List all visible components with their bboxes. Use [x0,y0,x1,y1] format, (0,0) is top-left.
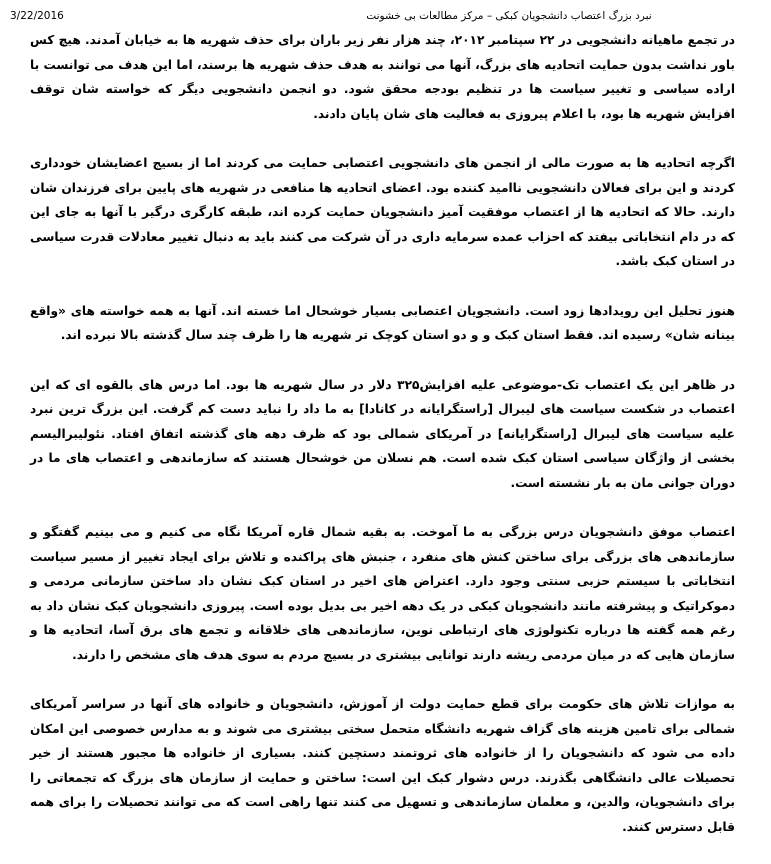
paragraph: در تجمع ماهیانه دانشجویی در ۲۲ سپتامبر ۲۰۱۲، چند هزار نفر زیر باران برای حذف شهریه ها به خیابان آمدند. هیچ کس باور نداشت بدون حمایت اتحادیه های بزرگ، آنها می توانند به هدف حذف شهریه ها برسند، اما این هدف می توانست با اراده سیاسی و تغییر سیاست ها در تنظیم بودجه محقق شود. دو انجمن دانشجویی دیگر که خواسته شان توقف افزایش شهریه ها بود، با اعلام پیروزی به فعالیت های شان پایان دادند. [30,33,735,121]
page-header [10,8,763,24]
page-title: نبرد بزرگ اعتصاب دانشجویان کبکی – مرکز مطالعات بی خشونت [366,10,652,22]
article-body [30,28,735,864]
paragraph: هنوز تحلیل این رویدادها زود است. دانشجویان اعتصابی بسیار خوشحال اما خسته اند. آنها به همه خواسته های «واقع بینانه شان» رسیده اند. فقط استان کبک و و دو استان کوچک تر شهریه ها را ظرف چند سال گذشته بالا نبرده اند. [30,303,735,342]
paragraph: در ظاهر این یک اعتصاب تک-موضوعی علیه افزایش۳۲۵ دلار در سال شهریه ها بود. اما درس های بالقوه ای که این اعتصاب در شکست سیاست های لیبرال [راستگرایانه در کانادا] به ما داد را نباید دست کم گرفت. این بزرگ ترین نبرد علیه سیاست های لیبرال [راستگرایانه] در آمریکای شمالی بود که ظرف دهه های گذشته اتفاق افتاد. نئولیبرالیسم بخشی از واژگان سیاسی استان کبک شده است. هم نسلان من خوشحال هستند که سازماندهی و اعتصاب های ما در دوران جوانی مان به بار نشسته است. [30,377,735,490]
paragraph: اعتصاب موفق دانشجویان درس بزرگی به ما آموخت. به بقیه شمال قاره آمریکا نگاه می کنیم و می بینیم گفتگو و سازماندهی های بزرگی برای ساختن کنش های منفرد ، جنبش های پراکنده و تلاش برای ایجاد تغییر از مسیر سیاست انتخاباتی با سیستم حزبی سنتی وجود دارد. اعتراض های اخیر در استان کبک نشان داد ساختن سازمانی مردمی و دموکراتیک و پیشرفته مانند دانشجویان کبکی در یک دهه اخیر بی بدیل بوده است. پیروزی دانشجویان کبک نشان داد به رغم همه گفته ها درباره تکنولوژی های ارتباطی نوین، سازماندهی های خلاقانه و تجمع های برق آسا، اتحادیه ها و سازمان هایی که در میان مردمی ریشه دارند توانایی بیشتری در بسیج مردم به سوی هدف های مشخص را دارند. [30,525,735,662]
paragraph: به موازات تلاش های حکومت برای قطع حمایت دولت از آموزش، دانشجویان و خانواده های آنها در سراسر آمریکای شمالی برای تامین هزینه های گزاف شهریه دانشگاه متحمل سختی بیشتری می شوند و به مدارس خصوصی این امکان داده می شود که دانشجویان را از خانواده های ثروتمند دستچین کنند. بسیاری از خانواده ها مجبور هستند از خیر تحصیلات عالی دانشگاهی بگذرند. درس دشوار کبک این است: ساختن و حمایت از سازمان های بزرگ که تجمعاتی را برای دانشجویان، والدین، و معلمان سازماندهی و تسهیل می کنند تنها راهی است که می توانند تحصیلات را برای همه قابل دسترس کنند. [30,697,735,834]
paragraph: اگرچه اتحادیه ها به صورت مالی از انجمن های دانشجویی اعتصابی حمایت می کردند اما از بسیج اعضایشان خودداری کردند و این برای فعالان دانشجویی ناامید کننده بود. اعضای اتحادیه ها منافعی در شهریه های پایین برای فرزندان شان دارند. حالا که اتحادیه ها از اعتصاب موفقیت آمیز دانشجویان حمایت کرده اند، طبقه کارگری درگیر با آنها به جای این که در دام انتخاباتی بیفتد که احزاب عمده سرمایه داری در آن شرکت می کنند باید به دنبال تغییر معادلات قدرت سیاسی در استان کبک باشد. [30,156,735,268]
print-date: 3/22/2016 [10,10,64,22]
